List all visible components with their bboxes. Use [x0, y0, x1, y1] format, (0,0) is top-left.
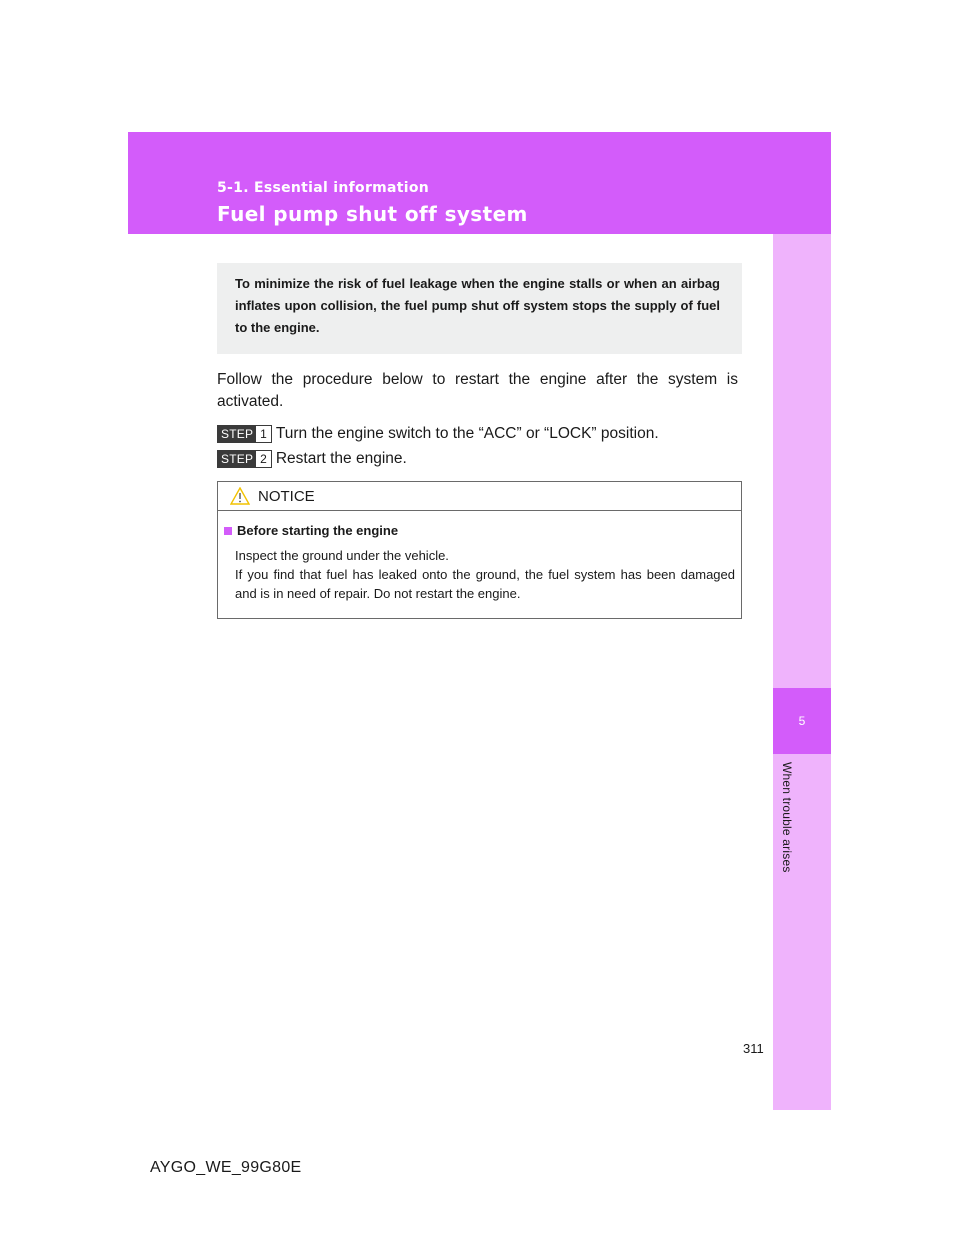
intro-box [217, 263, 742, 354]
notice-subheading [224, 523, 741, 538]
step-badge [217, 450, 272, 468]
step-badge [217, 425, 272, 443]
document-code: AYGO_WE_99G80E [150, 1159, 302, 1176]
notice-line-2: If you find that fuel has leaked onto the ground, the fuel system has been damaged and is in need of repair. Do not restart the engine. [235, 567, 735, 601]
page-number: 311 [743, 1041, 764, 1056]
notice-line-1: Inspect the ground under the vehicle. [235, 548, 449, 563]
notice-title: NOTICE [258, 487, 315, 505]
chapter-side-tab [773, 234, 831, 1110]
step-badge-label: STEP [218, 426, 256, 442]
step-text: Turn the engine switch to the “ACC” or “LOCK” position. [275, 425, 659, 442]
notice-header [218, 482, 741, 511]
chapter-number: 5 [773, 688, 831, 754]
chapter-label: When trouble arises [780, 762, 794, 873]
intro-text: To minimize the risk of fuel leakage when the engine stalls or when an airbag inflates upon collision, the fuel pump shut off system stops the supply of fuel to the engine. [235, 276, 720, 335]
step-1 [217, 424, 659, 444]
step-badge-number: 2 [256, 451, 271, 467]
notice-box [217, 481, 742, 619]
square-bullet-icon [224, 527, 232, 535]
warning-triangle-icon [230, 487, 250, 505]
step-2 [217, 449, 407, 469]
notice-subheading-text: Before starting the engine [237, 523, 399, 538]
notice-body [235, 546, 735, 603]
body-paragraph: Follow the procedure below to restart the engine after the system is activated. [217, 371, 738, 410]
page-title: Fuel pump shut off system [217, 202, 528, 226]
step-badge-label: STEP [218, 451, 256, 467]
step-badge-number: 1 [256, 426, 271, 442]
section-label: 5-1. Essential information [217, 180, 430, 196]
step-text: Restart the engine. [275, 450, 407, 467]
